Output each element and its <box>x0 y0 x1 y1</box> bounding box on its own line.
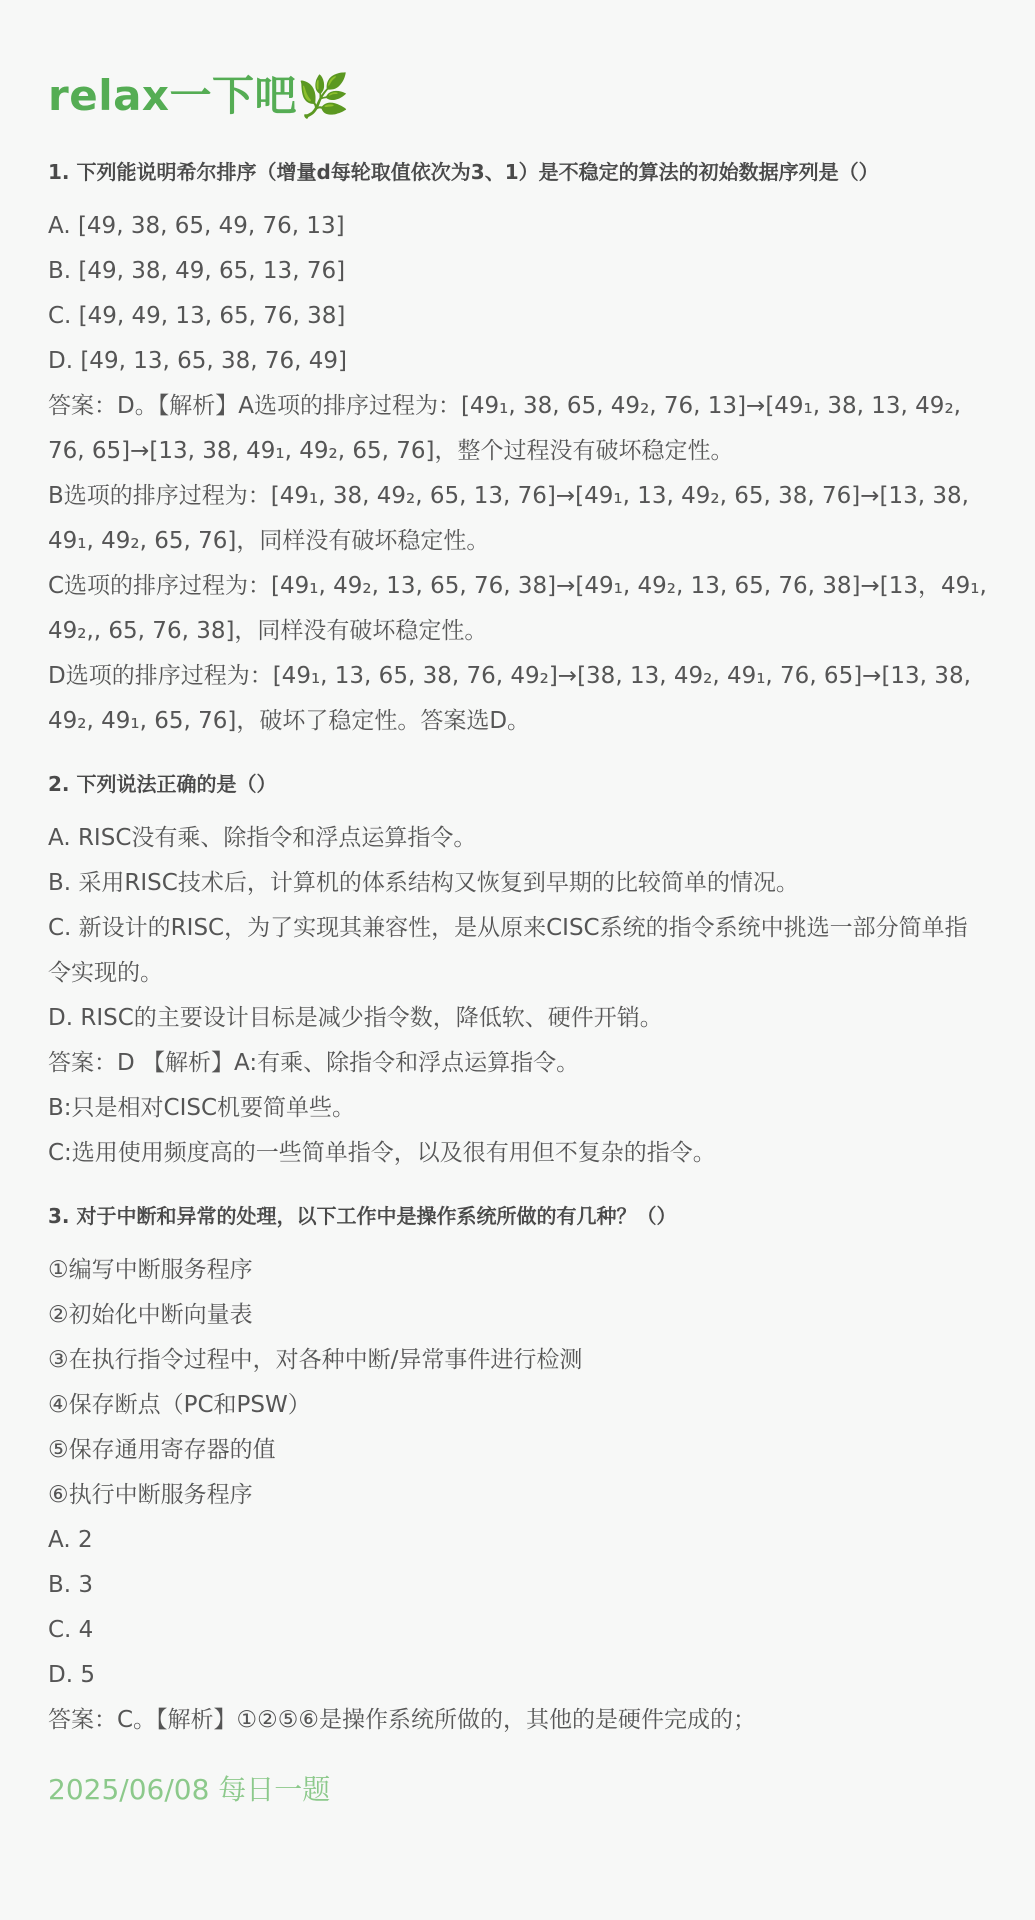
explanation-line: C:选用使用频度高的一些简单指令，以及很有用但不复杂的指令。 <box>48 1140 716 1166</box>
statement-item: ③在执行指令过程中，对各种中断/异常事件进行检测 <box>48 1347 583 1373</box>
statement-item: ④保存断点（PC和PSW） <box>48 1392 311 1418</box>
explanation-line: B选项的排序过程为：[49₁, 38, 49₂, 65, 13, 76]→[49₁, 13, 49₂, 65, 38, 76]→[13, 38, 49₁, 49₂, 65, 76]，同样没有破坏稳定性。 <box>48 483 969 554</box>
option-c: C. [49, 49, 13, 65, 76, 38] <box>48 303 346 329</box>
question-2 <box>48 766 987 1176</box>
page-title: relax一下吧🌿 <box>48 71 350 120</box>
statement-item: ⑥执行中断服务程序 <box>48 1482 253 1508</box>
option-c: C. 4 <box>48 1617 94 1643</box>
answer-line: 答案：C。【解析】①②⑤⑥是操作系统所做的，其他的是硬件完成的； <box>48 1707 757 1733</box>
question-title: 3. 对于中断和异常的处理，以下工作中是操作系统所做的有几种？（） <box>48 1204 677 1228</box>
option-d: D. [49, 13, 65, 38, 76, 49] <box>48 348 347 374</box>
question-title: 2. 下列说法正确的是（） <box>48 772 277 796</box>
question-3 <box>48 1198 987 1743</box>
option-a: A. [49, 38, 65, 49, 76, 13] <box>48 213 345 239</box>
option-d: D. 5 <box>48 1662 95 1688</box>
option-b: B. [49, 38, 49, 65, 13, 76] <box>48 258 346 284</box>
answer-line: 答案：D。【解析】A选项的排序过程为：[49₁, 38, 65, 49₂, 76, 13]→[49₁, 38, 13, 49₂, 76, 65]→[13, 38, 49₁, 49₂, 65, 76]，整个过程没有破坏稳定性。 <box>48 393 961 464</box>
statement-item: ⑤保存通用寄存器的值 <box>48 1437 276 1463</box>
answer-line: 答案：D 【解析】A:有乘、除指令和浮点运算指令。 <box>48 1050 580 1076</box>
explanation-line: B:只是相对CISC机要简单些。 <box>48 1095 356 1121</box>
option-b: B. 采用RISC技术后，计算机的体系结构又恢复到早期的比较简单的情况。 <box>48 870 799 896</box>
statement-item: ①编写中断服务程序 <box>48 1257 253 1283</box>
option-a: A. 2 <box>48 1527 93 1553</box>
question-1 <box>48 154 987 744</box>
explanation-line: C选项的排序过程为：[49₁, 49₂, 13, 65, 76, 38]→[49₁, 49₂, 13, 65, 76, 38]→[13，49₁, 49₂,, 65, 76, 38]，同样没有破坏稳定性。 <box>48 573 987 644</box>
statement-item: ②初始化中断向量表 <box>48 1302 253 1328</box>
option-b: B. 3 <box>48 1572 94 1598</box>
question-title: 1. 下列能说明希尔排序（增量d每轮取值依次为3、1）是不稳定的算法的初始数据序列是（） <box>48 160 879 184</box>
option-d: D. RISC的主要设计目标是减少指令数，降低软、硬件开销。 <box>48 1005 663 1031</box>
explanation-line: D选项的排序过程为：[49₁, 13, 65, 38, 76, 49₂]→[38, 13, 49₂, 49₁, 76, 65]→[13, 38, 49₂, 49₁, 65, 76]，破坏了稳定性。答案选D。 <box>48 663 971 734</box>
date-footer: 2025/06/08 每日一题 <box>48 1773 331 1806</box>
option-a: A. RISC没有乘、除指令和浮点运算指令。 <box>48 825 477 851</box>
option-c: C. 新设计的RISC，为了实现其兼容性，是从原来CISC系统的指令系统中挑选一部分简单指令实现的。 <box>48 915 968 986</box>
